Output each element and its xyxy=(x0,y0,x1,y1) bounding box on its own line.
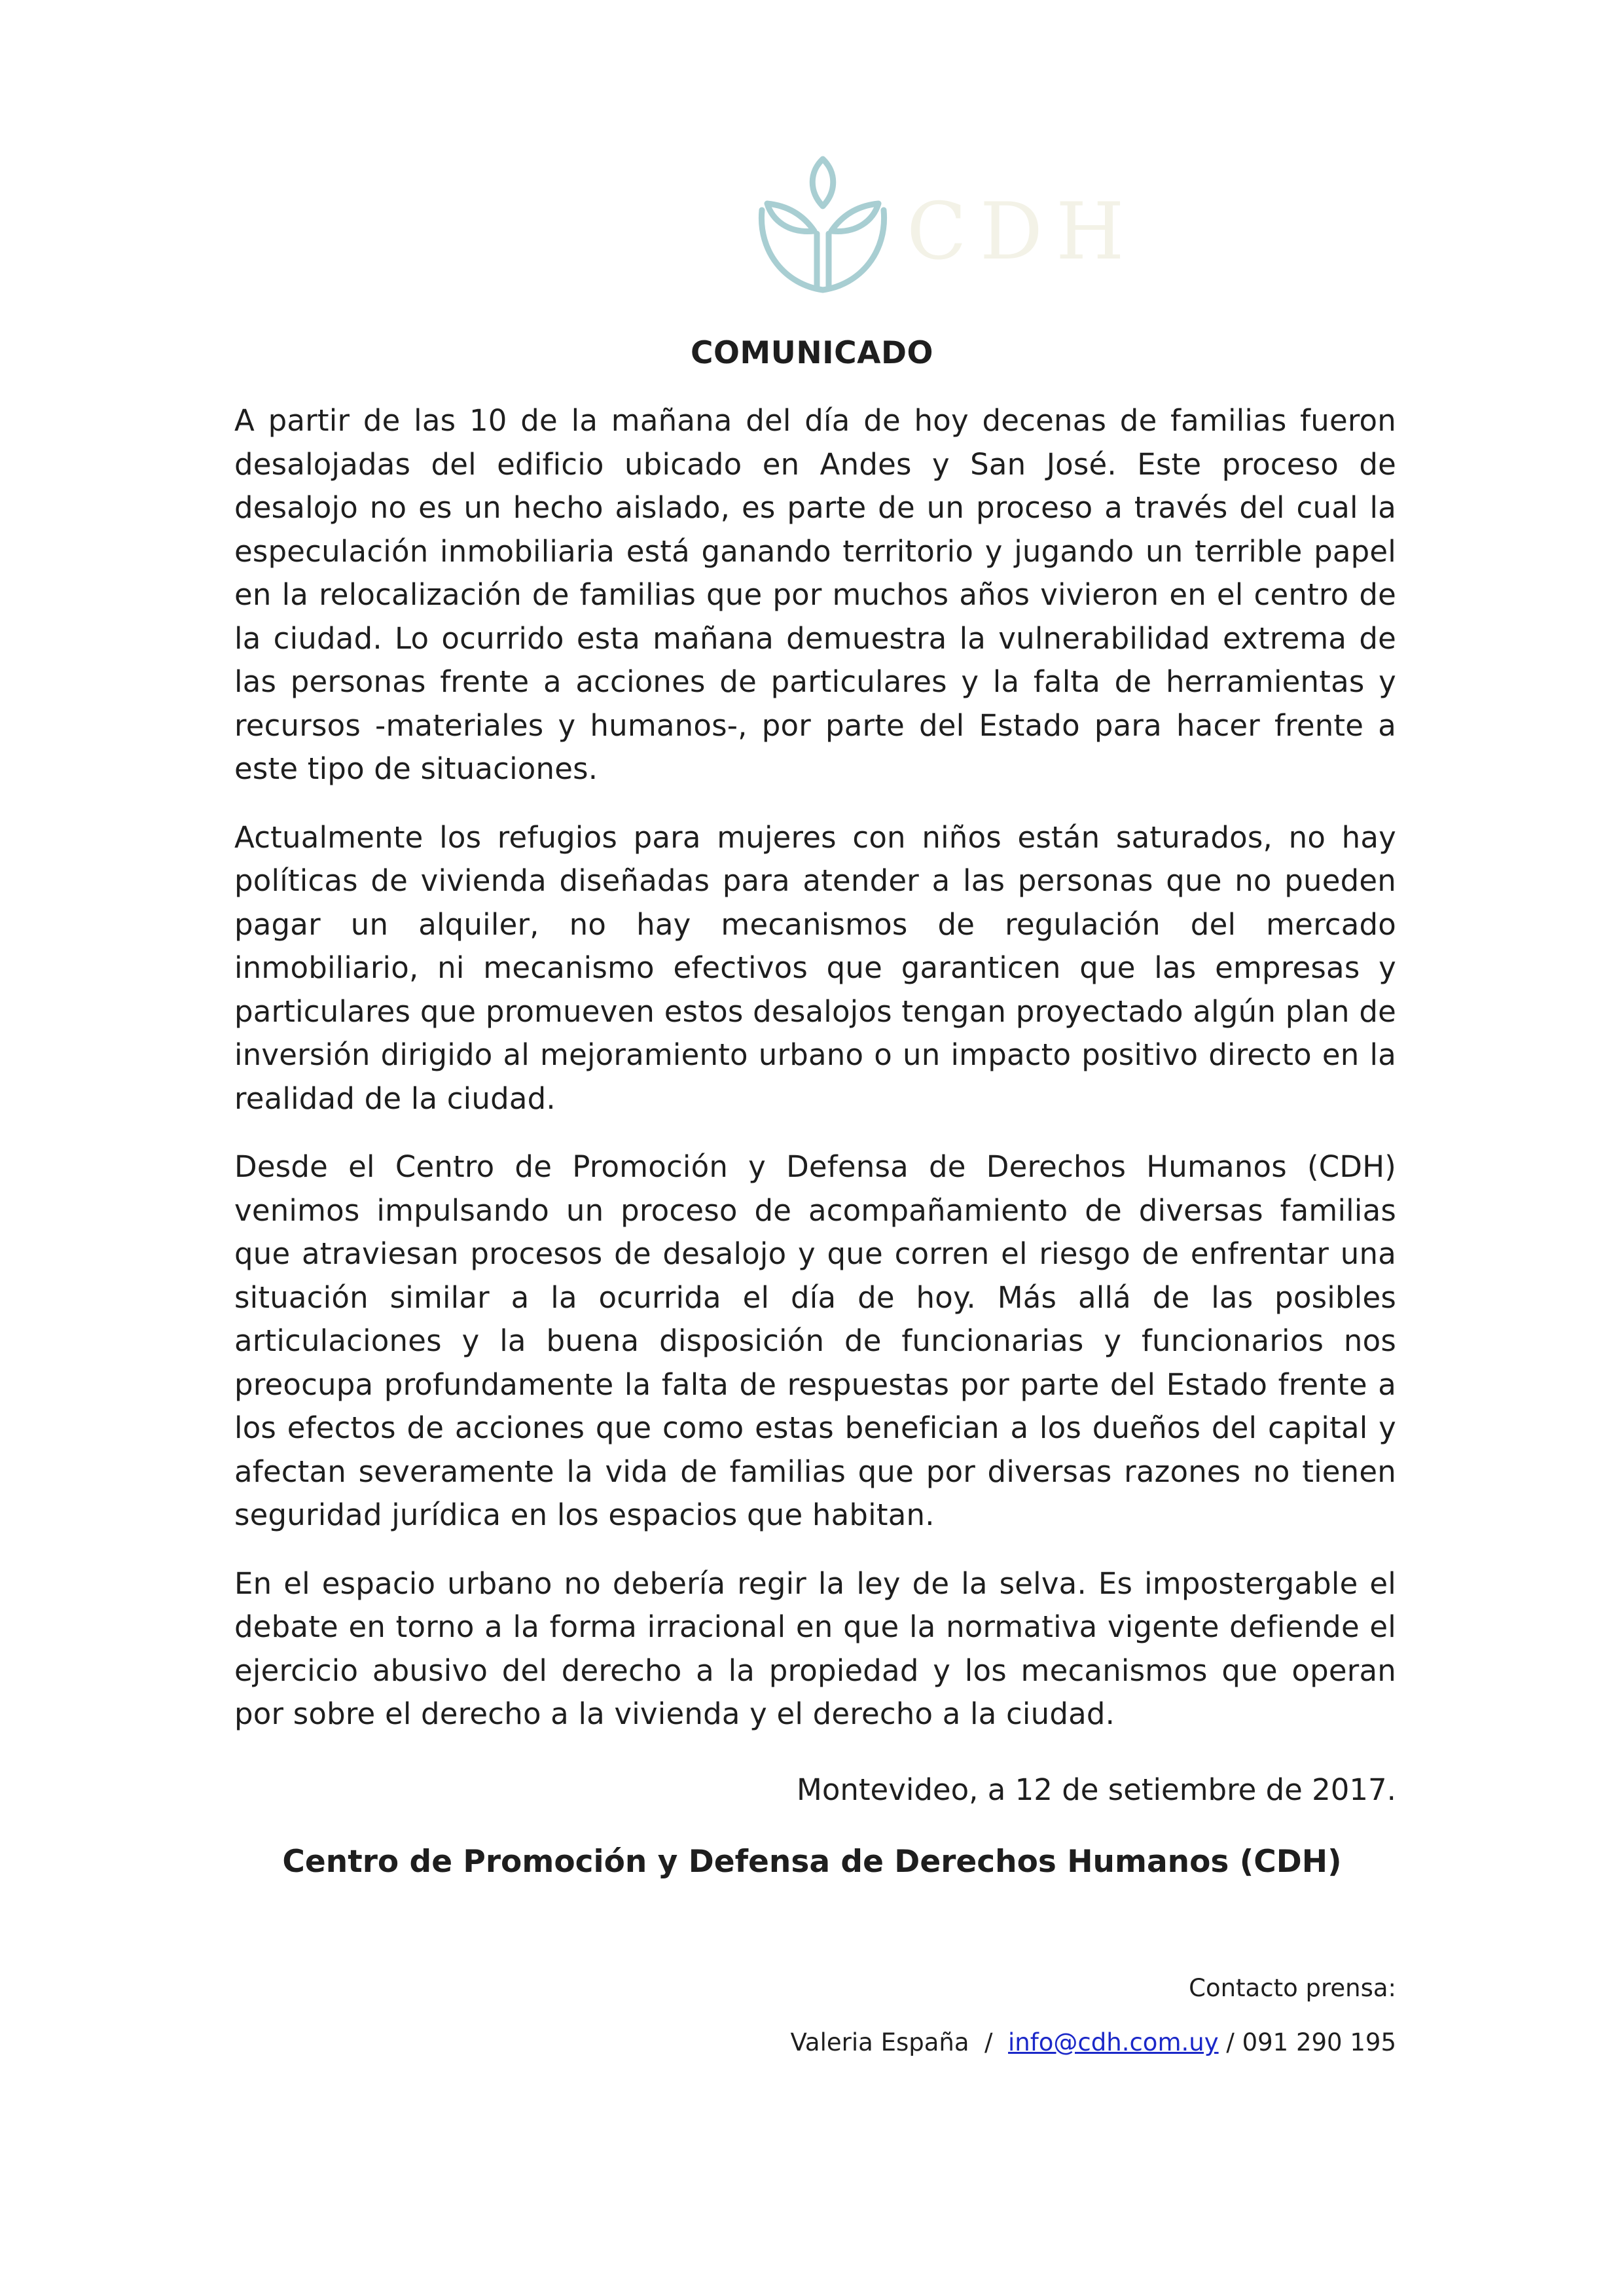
press-separator: / xyxy=(969,2028,1009,2056)
paragraph-4: En el espacio urbano no debería regir la ley de la selva. Es impostergable el debate en torno a la forma irracional en que la normativa vigente defiende el ejercicio abusivo del derecho a la propiedad y los mecanismos que operan por sobre el derecho a la vivienda y el derecho a la ciudad. xyxy=(234,1566,1396,1731)
press-contact-name: Valeria España xyxy=(790,2028,969,2056)
paragraph-2: Actualmente los refugios para mujeres con niños están saturados, no hay políticas de vivienda diseñadas para atender a las personas que no pueden pagar un alquiler, no hay mecanismos de regulación del mercado inmobiliario, ni mecanismo efectivos que garanticen que las empresas y particulares que promueven estos desalojos tengan proyectado algún plan de inversión dirigido al mejoramiento urbano o un impacto positivo directo en la realidad de la ciudad. xyxy=(234,819,1396,1116)
press-contact-line xyxy=(790,2028,1396,2056)
cdh-logo xyxy=(753,154,1138,301)
paragraph-3: Desde el Centro de Promoción y Defensa de Derechos Humanos (CDH) venimos impulsando un proceso de acompañamiento de diversas familias que atraviesan procesos de desalojo y que corren el riesgo de enfrentar una situación similar a la ocurrida el día de hoy. Más allá de las posibles articulaciones y la buena disposición de funcionarias y funcionarios nos preocupa profundamente la falta de respuestas por parte del Estado frente a los efectos de acciones que como estas benefician a los dueños del capital y afectan severamente la vida de familias que por diversas razones no tienen seguridad jurídica en los espacios que habitan. xyxy=(234,1149,1396,1532)
paragraph-1: A partir de las 10 de la mañana del día de hoy decenas de familias fueron desalojadas del edificio ubicado en Andes y San José. Este proceso de desalojo no es un hecho aislado, es parte de un proceso a través del cual la especulación inmobiliaria está ganando territorio y jugando un terrible papel en la relocalización de familias que por muchos años vivieron en el centro de la ciudad. Lo ocurrido esta mañana demuestra la vulnerabilidad extrema de las personas frente a acciones de particulares y la falta de herramientas y recursos -materiales y humanos-, por parte del Estado para hacer frente a este tipo de situaciones. xyxy=(234,403,1396,786)
press-email-link[interactable]: info@cdh.com.uy xyxy=(1008,2028,1219,2056)
document-body xyxy=(234,399,1396,1761)
logo-text: CDH xyxy=(907,187,1138,278)
document-title: COMUNICADO xyxy=(690,335,934,371)
organization-signature: Centro de Promoción y Defensa de Derechos Humanos (CDH) xyxy=(282,1844,1342,1880)
place-date: Montevideo, a 12 de setiembre de 2017. xyxy=(797,1772,1396,1807)
sprout-icon xyxy=(753,154,897,301)
press-contact-label: Contacto prensa: xyxy=(1189,1974,1396,2002)
press-phone: / 091 290 195 xyxy=(1218,2028,1396,2056)
